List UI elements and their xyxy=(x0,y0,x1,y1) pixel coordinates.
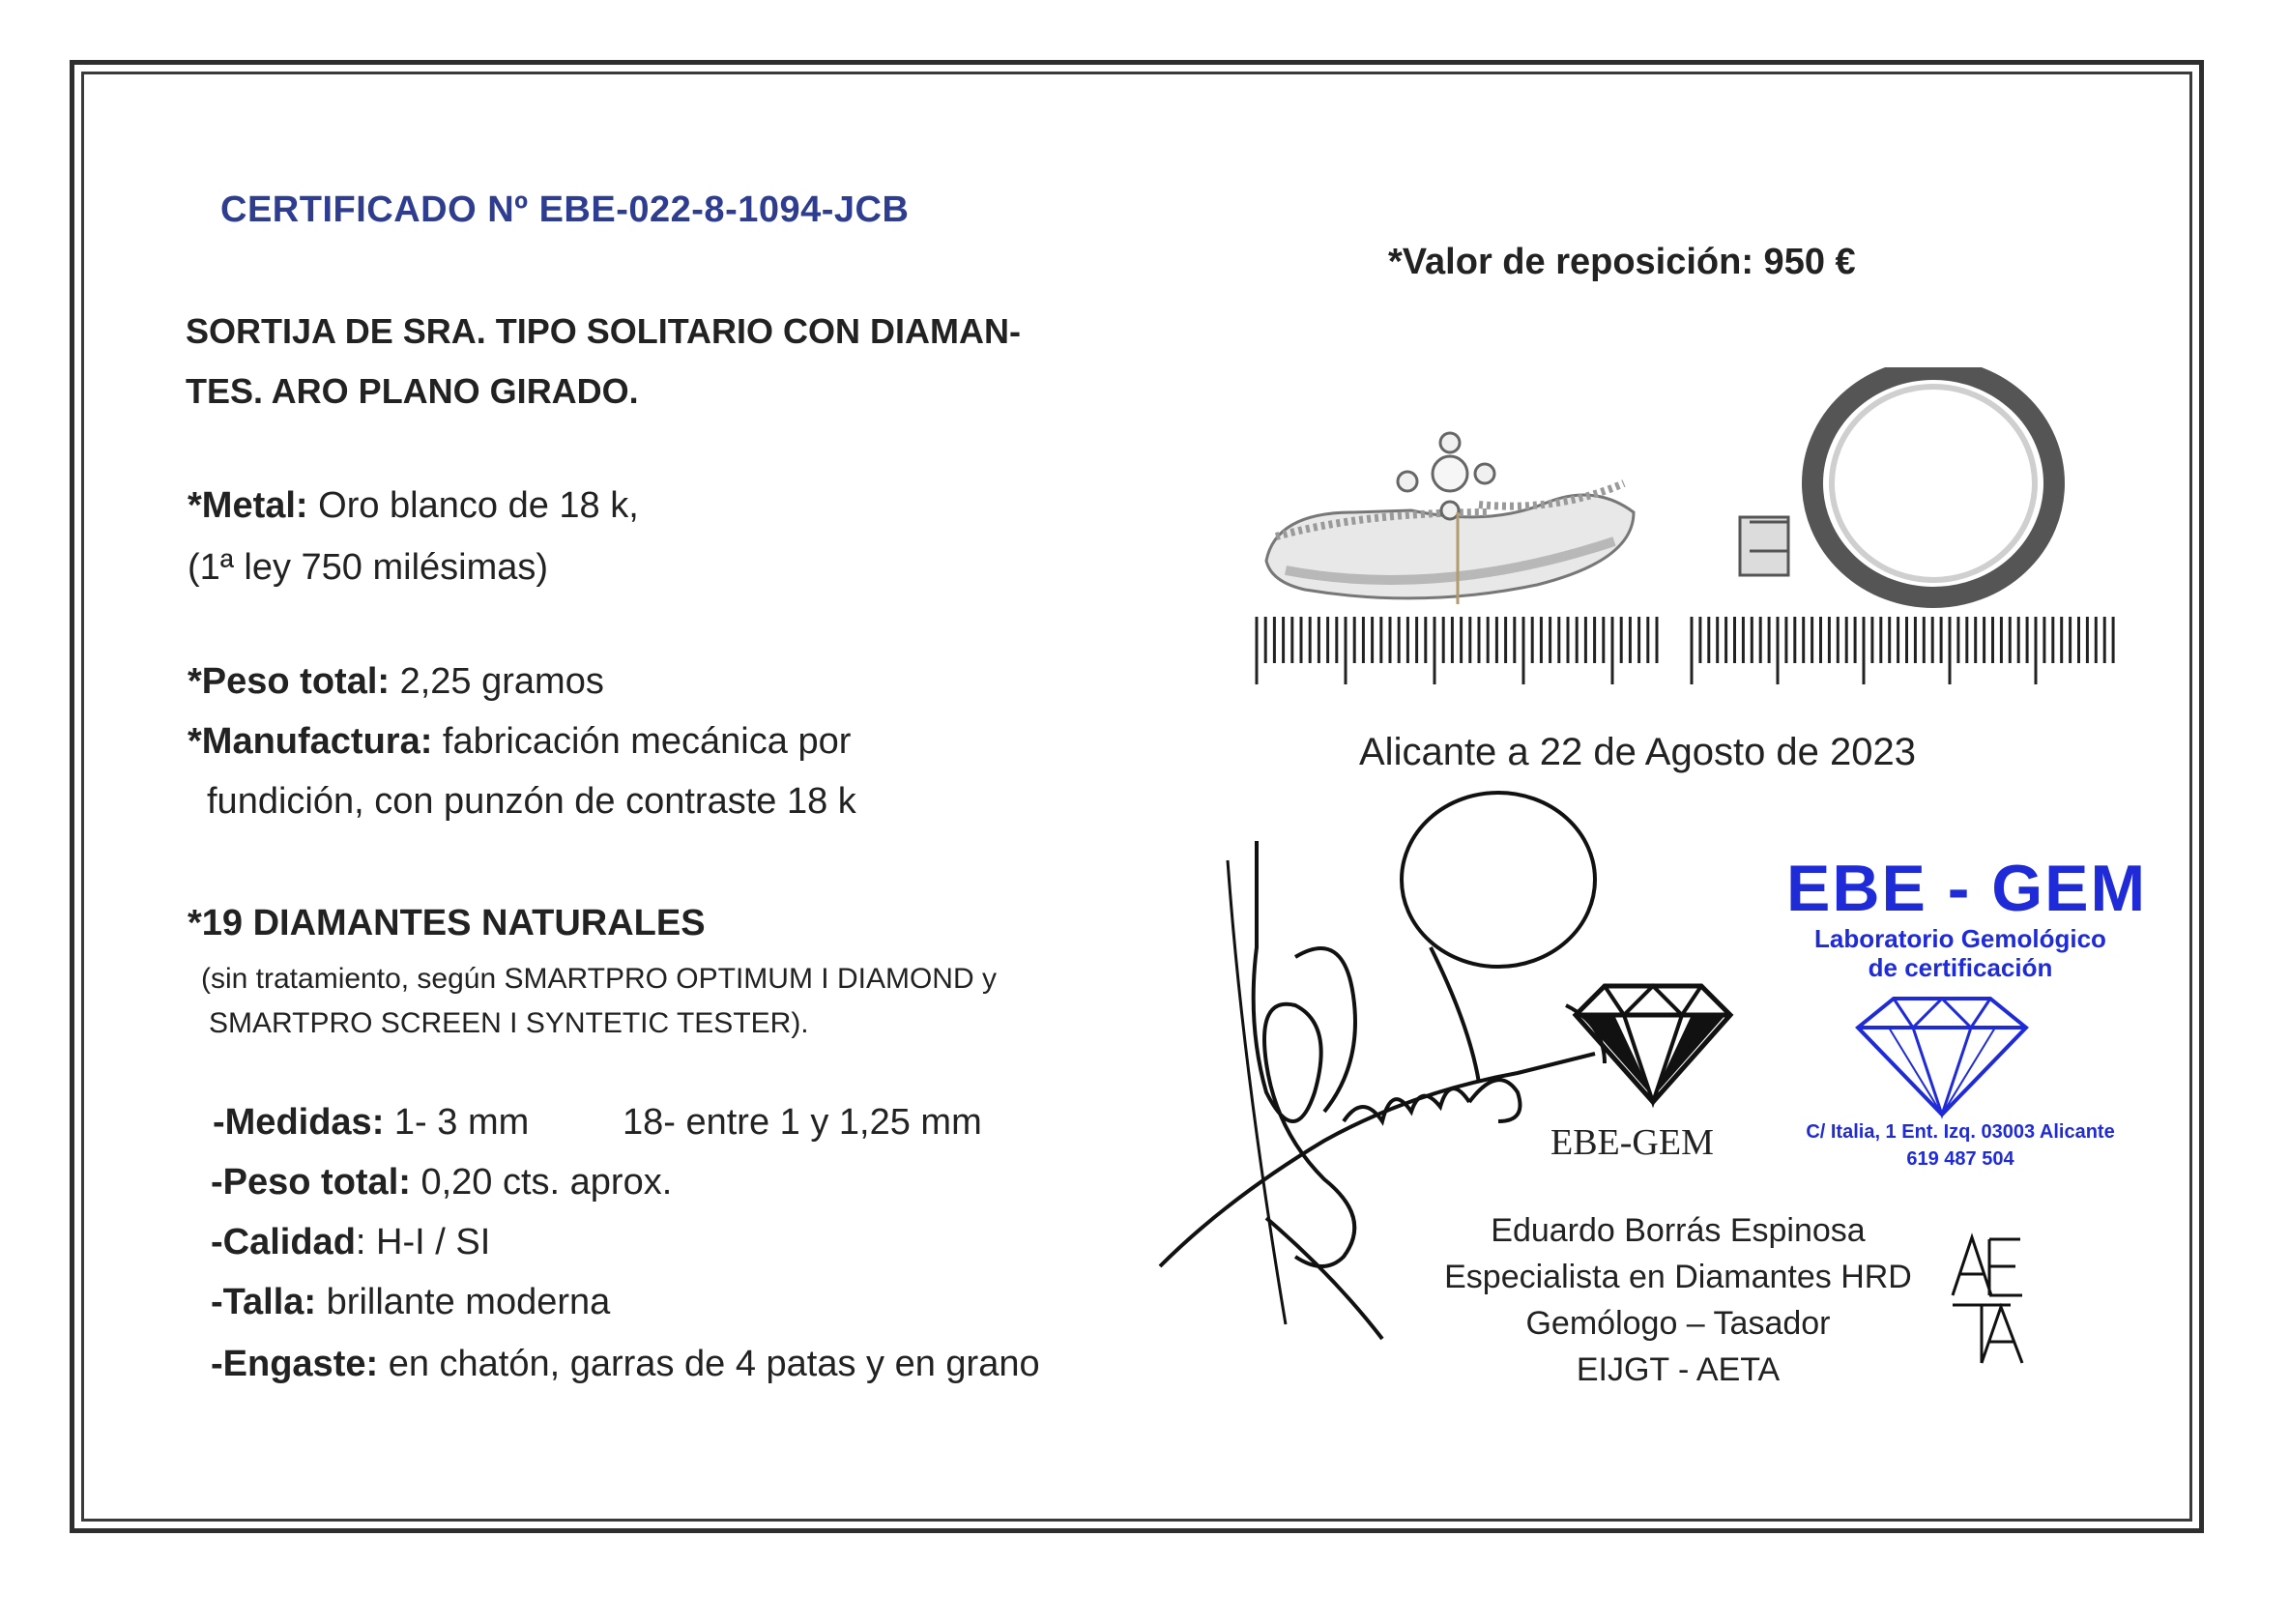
diamantes-heading: *19 DIAMANTES NATURALES xyxy=(188,903,706,943)
peso-total-label: *Peso total: xyxy=(188,661,391,702)
spec-engaste xyxy=(211,1344,1040,1385)
ebegem-diamond-logo xyxy=(1556,976,1750,1112)
issue-date: Alicante a 22 de Agosto de 2023 xyxy=(1359,731,1917,773)
metal-label: *Metal: xyxy=(188,485,308,526)
signatory-name: Eduardo Borrás Espinosa xyxy=(1491,1212,1866,1249)
valor-reposicion: *Valor de reposición: 950 € xyxy=(1388,242,1856,282)
ebegem-logo-label: EBE-GEM xyxy=(1550,1122,1714,1163)
spec-label: -Medidas: xyxy=(213,1102,385,1143)
ring-front-view xyxy=(1740,369,2054,597)
stamp-subtitle-2: de certificación xyxy=(1868,953,2053,982)
signatory-association: EIJGT - AETA xyxy=(1576,1351,1781,1388)
manufactura-line xyxy=(188,721,851,763)
aeta-logo xyxy=(1943,1228,2030,1373)
spec-label: -Engaste: xyxy=(211,1344,379,1384)
peso-total-value: 2,25 gramos xyxy=(390,661,604,702)
manufactura-line2: fundición, con punzón de contraste 18 k xyxy=(207,781,856,822)
metal-value: Oro blanco de 18 k, xyxy=(307,485,639,526)
stamp-address: C/ Italia, 1 Ent. Izq. 03003 Alicante xyxy=(1806,1121,2115,1143)
spec-medidas-extra: 18- entre 1 y 1,25 mm xyxy=(623,1102,982,1143)
spec-medidas xyxy=(213,1102,529,1144)
spec-value: en chatón, garras de 4 patas y en grano xyxy=(378,1344,1040,1384)
spec-calidad xyxy=(211,1222,490,1263)
ring-side-view xyxy=(1266,433,1634,604)
stamp-phone: 619 487 504 xyxy=(1906,1148,2014,1170)
ring-photo-image xyxy=(1247,367,2117,628)
spec-talla xyxy=(211,1282,610,1323)
diamantes-note1: (sin tratamiento, según SMARTPRO OPTIMUM I DIAMOND y xyxy=(201,963,997,995)
spec-value: brillante moderna xyxy=(316,1282,611,1322)
stamp-subtitle-1: Laboratorio Gemológico xyxy=(1814,924,2106,953)
stamp-title: EBE - GEM xyxy=(1786,852,2148,925)
spec-value: 0,20 cts. aprox. xyxy=(410,1162,673,1203)
manufactura-label: *Manufactura: xyxy=(188,721,433,762)
spec-label: -Calidad xyxy=(211,1222,356,1262)
peso-total-line xyxy=(188,661,604,703)
spec-peso-total xyxy=(211,1162,672,1204)
metal-line xyxy=(188,485,639,527)
item-title-line2: TES. ARO PLANO GIRADO. xyxy=(186,371,639,411)
spec-value: 1- 3 mm xyxy=(384,1102,530,1143)
signatory-title: Especialista en Diamantes HRD xyxy=(1444,1259,1912,1295)
metal-ley: (1ª ley 750 milésimas) xyxy=(188,547,549,588)
signatory-role: Gemólogo – Tasador xyxy=(1525,1305,1831,1342)
manufactura-value: fabricación mecánica por xyxy=(432,721,852,762)
certificate-number: CERTIFICADO Nº EBE-022-8-1094-JCB xyxy=(220,189,910,230)
measurement-ruler xyxy=(1247,607,2127,694)
item-title-line1: SORTIJA DE SRA. TIPO SOLITARIO CON DIAMAN- xyxy=(186,311,1022,351)
spec-label: -Peso total: xyxy=(211,1162,411,1203)
diamantes-note2: SMARTPRO SCREEN I SYNTETIC TESTER). xyxy=(209,1007,809,1039)
spec-label: -Talla: xyxy=(211,1282,317,1322)
spec-value: : H-I / SI xyxy=(355,1222,491,1262)
stamp-diamond-icon xyxy=(1850,994,2034,1119)
